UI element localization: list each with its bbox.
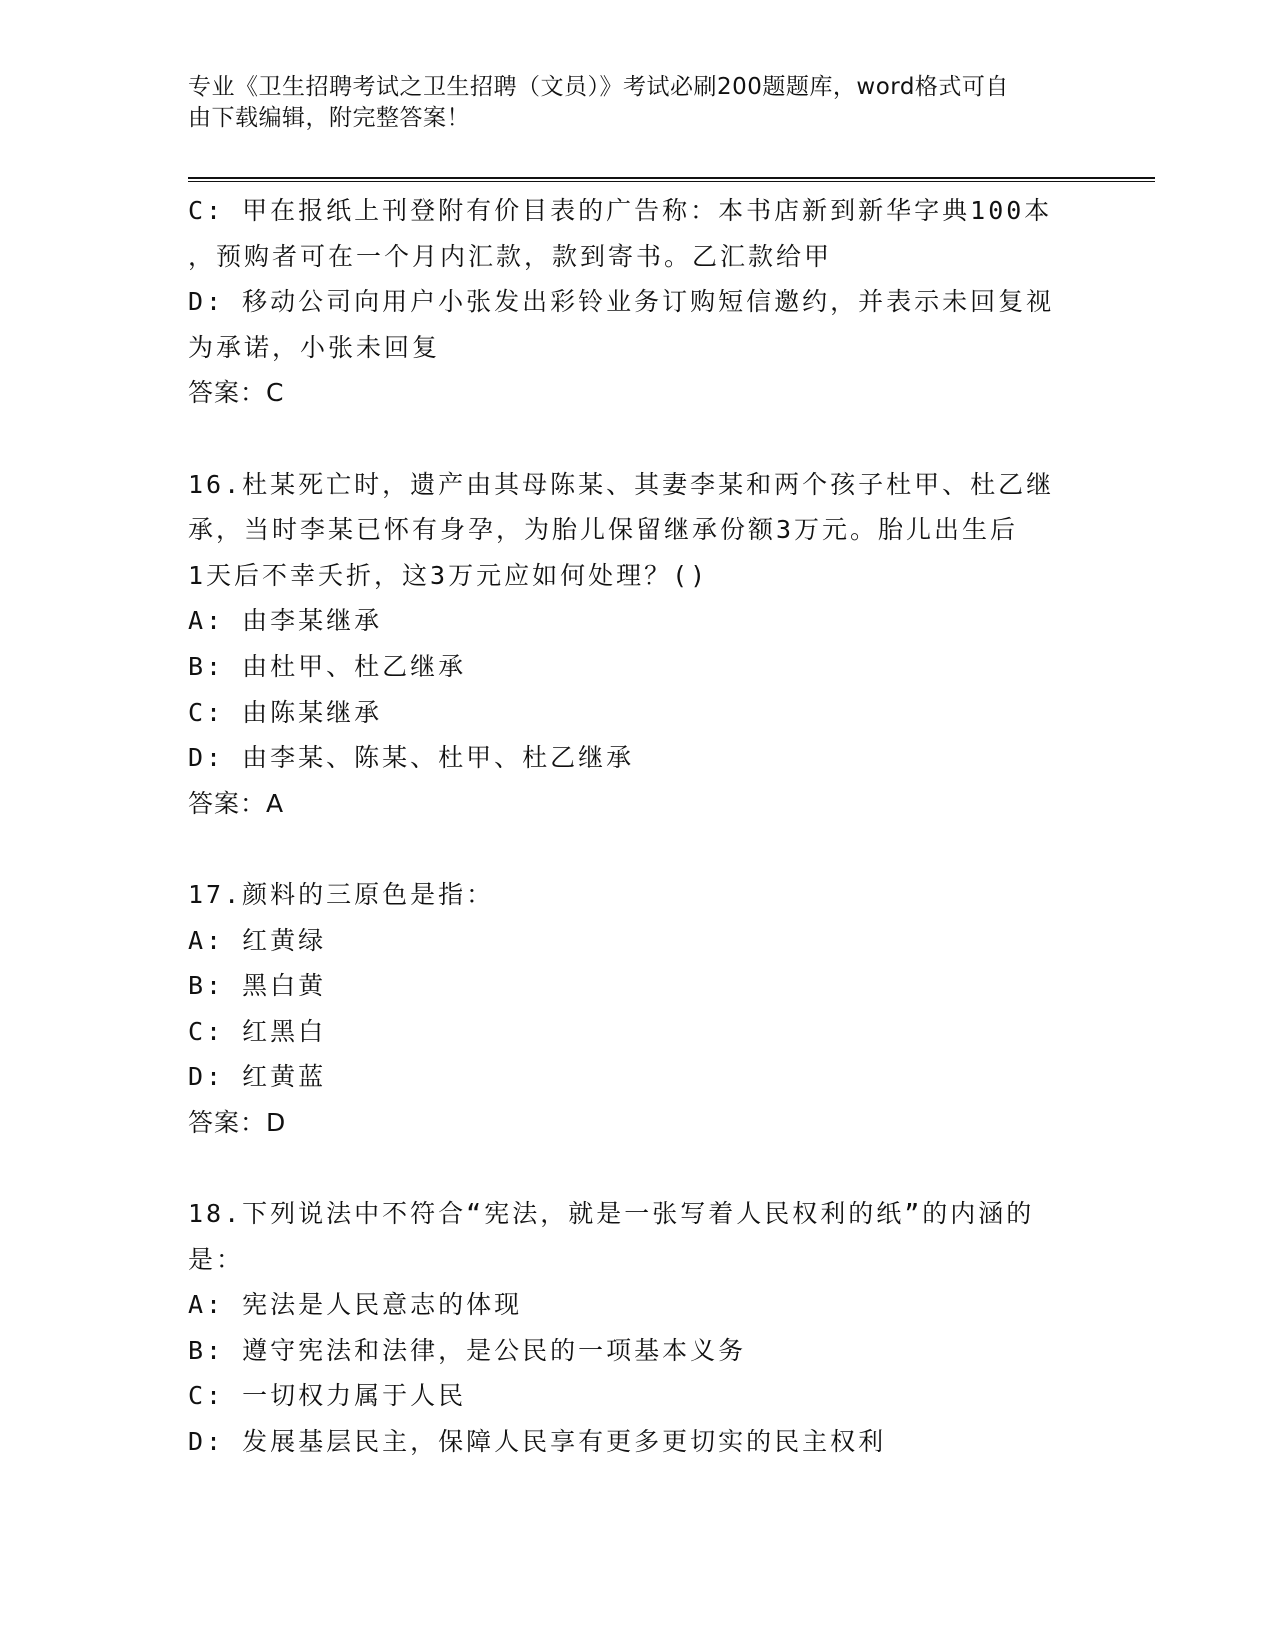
option-d: D: 红黄蓝 xyxy=(188,1062,327,1092)
question-18 xyxy=(188,1191,1088,1465)
question-16 xyxy=(188,462,1088,827)
option-c: C: 一切权力属于人民 xyxy=(188,1381,467,1411)
question-16-stem-line-2: 承，当时李某已怀有身孕，为胎儿保留继承份额3万元。胎儿出生后 xyxy=(188,515,1019,545)
document-header xyxy=(188,72,1068,134)
header-divider-thick xyxy=(188,177,1155,179)
option-c: C: 红黑白 xyxy=(188,1016,327,1046)
option-c-line-1: C: 甲在报纸上刊登附有价目表的广告称：本书店新到新华字典100本 xyxy=(188,196,1053,225)
spacer xyxy=(188,1145,1088,1191)
option-d-line-2: 为承诺，小张未回复 xyxy=(188,332,441,362)
option-b: B: 由杜甲、杜乙继承 xyxy=(188,651,467,681)
option-b: B: 黑白黄 xyxy=(188,971,327,1001)
answer-15: 答案：C xyxy=(188,378,285,408)
question-17-stem: 17.颜料的三原色是指： xyxy=(188,879,495,909)
answer-16: 答案：A xyxy=(188,788,285,818)
header-divider-thin xyxy=(188,181,1155,182)
option-a: A: 由李某继承 xyxy=(188,606,383,636)
option-d-line-1: D: 移动公司向用户小张发出彩铃业务订购短信邀约，并表示未回复视 xyxy=(188,287,1055,317)
option-a: A: 宪法是人民意志的体现 xyxy=(188,1290,523,1320)
header-line-2: 由下载编辑，附完整答案！ xyxy=(188,105,470,131)
option-a: A: 红黄绿 xyxy=(188,925,327,955)
question-18-stem-line-2: 是： xyxy=(188,1244,245,1274)
option-c-line-2: ，预购者可在一个月内汇款，款到寄书。乙汇款给甲 xyxy=(188,241,833,271)
option-d: D: 由李某、陈某、杜甲、杜乙继承 xyxy=(188,743,635,773)
spacer xyxy=(188,416,1088,462)
header-line-1: 专业《卫生招聘考试之卫生招聘（文员）》考试必刷200题题库，word格式可自 xyxy=(188,74,1009,100)
spacer xyxy=(188,826,1088,872)
question-list xyxy=(188,188,1088,1465)
option-b: B: 遵守宪法和法律，是公民的一项基本义务 xyxy=(188,1335,747,1365)
option-c: C: 由陈某继承 xyxy=(188,697,383,727)
answer-17: 答案：D xyxy=(188,1107,287,1137)
option-d: D: 发展基层民主，保障人民享有更多更切实的民主权利 xyxy=(188,1427,887,1457)
question-16-stem-line-3: 1天后不幸夭折，这3万元应如何处理？() xyxy=(188,560,709,590)
question-17 xyxy=(188,872,1088,1146)
question-15-continued xyxy=(188,188,1088,416)
question-18-stem-line-1: 18.下列说法中不符合“宪法，就是一张写着人民权利的纸”的内涵的 xyxy=(188,1199,1035,1229)
question-16-stem-line-1: 16.杜某死亡时，遗产由其母陈某、其妻李某和两个孩子杜甲、杜乙继 xyxy=(188,469,1055,499)
